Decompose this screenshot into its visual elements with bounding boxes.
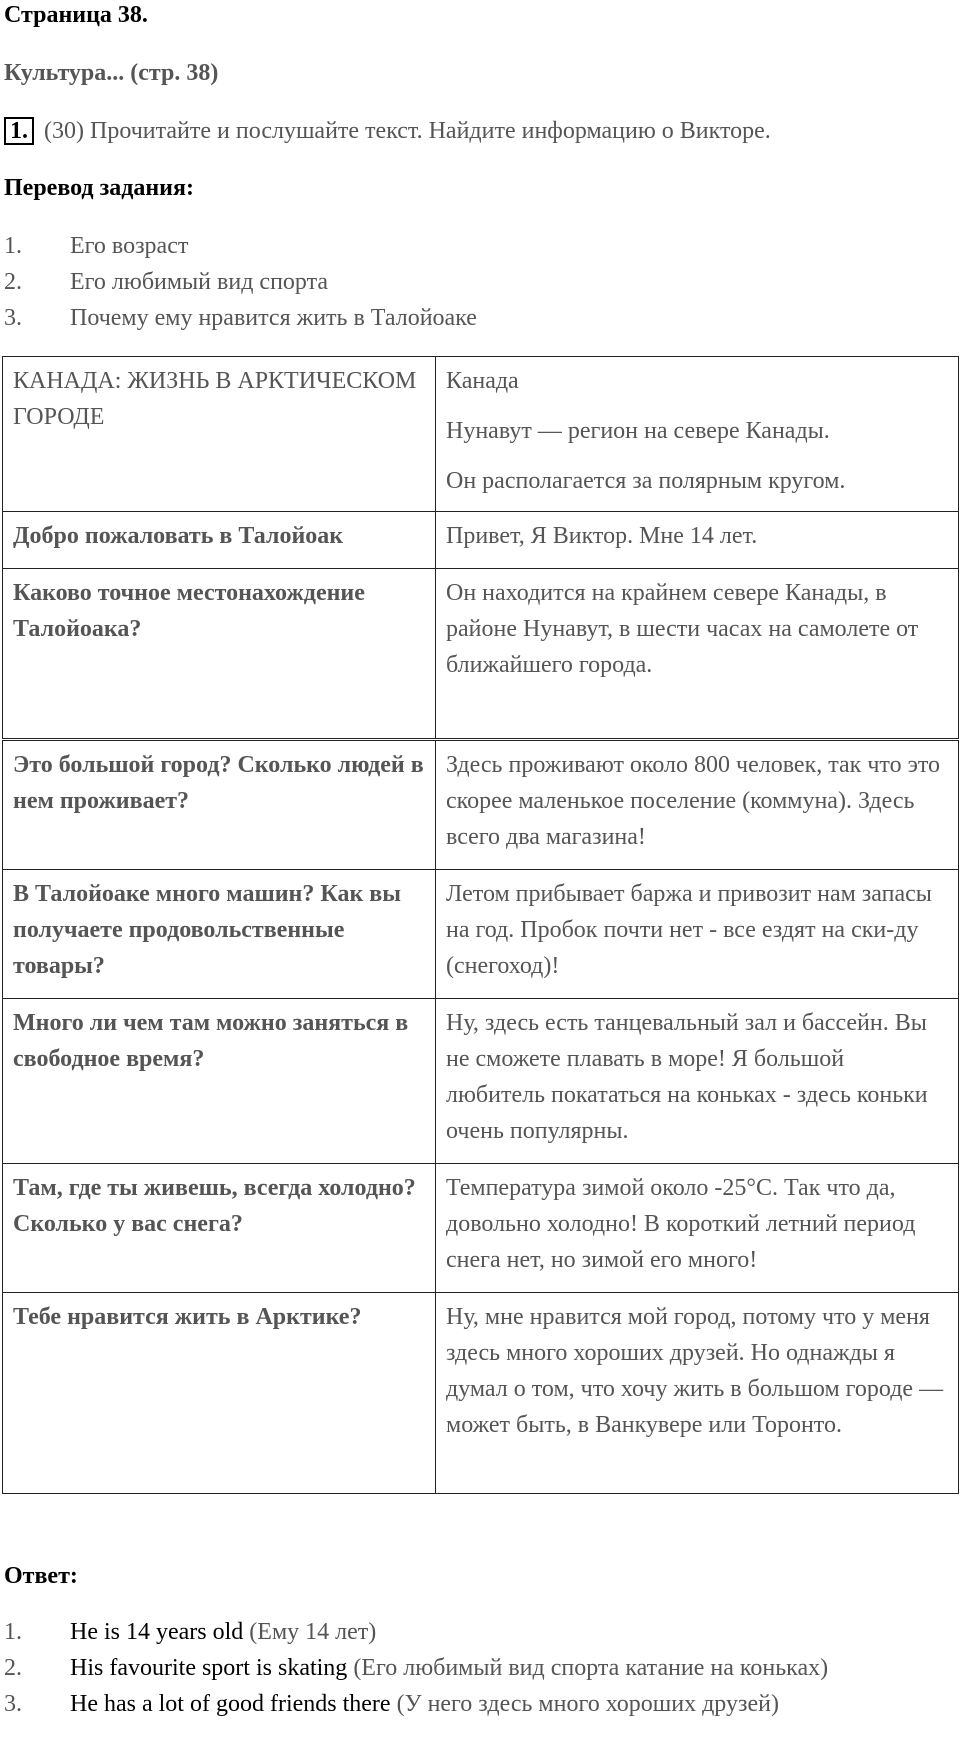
table-row <box>3 1293 959 1494</box>
table-row <box>3 1164 959 1293</box>
table-cell-answer: Он находится на крайнем севере Канады, в районе Нунавут, в шести часах на самолете от ближайшего города. <box>436 569 959 739</box>
table-cell-question: Тебе нравится жить в Арктике? <box>3 1293 436 1494</box>
table-cell-question: Много ли чем там можно заняться в свободное время? <box>3 999 436 1164</box>
page-title: Страница 38. <box>4 2 148 28</box>
table-row <box>3 999 959 1164</box>
table-cell-answer: Ну, здесь есть танцевальный зал и бассейн. Вы не сможете плавать в море! Я большой любитель покататься на коньках - здесь коньки очень популярны. <box>436 999 959 1164</box>
table-row <box>3 870 959 999</box>
table-cell-answer: Здесь проживают около 800 человек, так что это скорее маленькое поселение (коммуна). Здесь всего два магазина! <box>436 741 959 870</box>
section-title: Культура... (стр. 38) <box>4 60 219 86</box>
answer-list <box>4 1614 954 1722</box>
table-canada-intro <box>2 356 959 739</box>
list-item: 3. Почему ему нравится жить в Талойоаке <box>4 305 477 331</box>
table-row <box>3 741 959 870</box>
table-cell-answer: Привет, Я Виктор. Мне 14 лет. <box>436 512 959 569</box>
task-text: (30) Прочитайте и послушайте текст. Найдите информацию о Викторе. <box>44 118 771 144</box>
table-cell-answer: Летом прибывает баржа и привозит нам запасы на год. Пробок почти нет - все ездят на ски-ду (снегоход)! <box>436 870 959 999</box>
table-interview <box>2 740 959 1494</box>
translation-title: Перевод задания: <box>4 175 194 201</box>
table-row <box>3 512 959 569</box>
list-item: 2. His favourite sport is skating (Его любимый вид спорта катание на коньках) <box>4 1655 829 1681</box>
table-cell-answer: Канада Нунавут — регион на севере Канады. Он располагается за полярным кругом. <box>436 357 959 512</box>
translation-list <box>4 228 477 336</box>
list-item: 1. He is 14 years old (Ему 14 лет) <box>4 1619 377 1645</box>
list-item: 1. Его возраст <box>4 233 189 259</box>
table-row <box>3 569 959 739</box>
table-cell-question: Добро пожаловать в Талойоак <box>3 512 436 569</box>
task-line <box>4 117 771 145</box>
table-cell-question: В Талойоаке много машин? Как вы получаете продовольственные товары? <box>3 870 436 999</box>
table-cell-question: КАНАДА: ЖИЗНЬ В АРКТИЧЕСКОМ ГОРОДЕ <box>3 357 436 512</box>
list-item: 3. He has a lot of good friends there (У него здесь много хороших друзей) <box>4 1691 779 1717</box>
list-item: 2. Его любимый вид спорта <box>4 269 329 295</box>
table-row <box>3 357 959 512</box>
table-cell-answer: Ну, мне нравится мой город, потому что у меня здесь много хороших друзей. Но однажды я думал о том, что хочу жить в большом городе — может быть, в Ванкувере или Торонто. <box>436 1293 959 1494</box>
task-number: 1. <box>4 117 34 145</box>
answer-title: Ответ: <box>4 1563 78 1589</box>
table-cell-question: Каково точное местонахождение Талойоака? <box>3 569 436 739</box>
table-cell-answer: Температура зимой около -25°C. Так что да, довольно холодно! В короткий летний период снега нет, но зимой его много! <box>436 1164 959 1293</box>
table-cell-question: Там, где ты живешь, всегда холодно? Сколько у вас снега? <box>3 1164 436 1293</box>
table-cell-question: Это большой город? Сколько людей в нем проживает? <box>3 741 436 870</box>
